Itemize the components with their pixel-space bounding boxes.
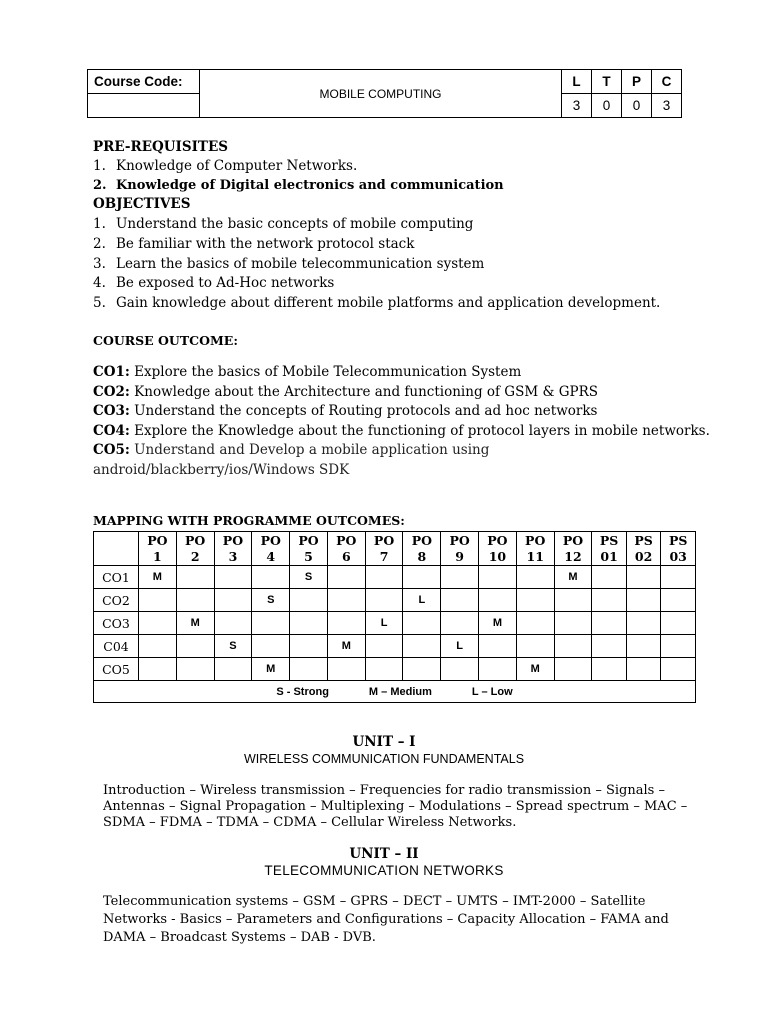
mapping-cell: M [176, 612, 214, 635]
unit2-body [103, 893, 693, 947]
course-outcome-heading: COURSE OUTCOME: [93, 333, 238, 348]
prereq-item: 2. Knowledge of Digital electronics and communication [93, 178, 504, 193]
mapping-cell [365, 658, 403, 681]
mapping-header-cell: PO 1 [139, 532, 177, 566]
ltpc-value-l: 3 [562, 94, 592, 118]
mapping-cell [592, 566, 626, 589]
mapping-header-cell: PS 03 [661, 532, 696, 566]
course-outcome-item: CO4: Explore the Knowledge about the functioning of protocol layers in mobile networks. [93, 423, 710, 439]
unit2-title: UNIT – II [349, 846, 419, 862]
ltpc-value-p: 0 [622, 94, 652, 118]
mapping-cell [661, 612, 696, 635]
mapping-cell [516, 612, 554, 635]
mapping-cell [365, 635, 403, 658]
mapping-cell [626, 566, 660, 589]
mapping-row-label: CO3 [94, 612, 139, 635]
unit1-title: UNIT – I [352, 734, 416, 750]
mapping-cell [441, 658, 479, 681]
mapping-heading: MAPPING WITH PROGRAMME OUTCOMES: [93, 513, 405, 528]
mapping-legend-row [94, 681, 696, 703]
mapping-row-label: CO5 [94, 658, 139, 681]
mapping-cell [592, 635, 626, 658]
legend-item: M – Medium [368, 685, 432, 698]
mapping-cell [626, 589, 660, 612]
mapping-cell [516, 566, 554, 589]
mapping-cell: M [252, 658, 290, 681]
course-title: MOBILE COMPUTING [200, 70, 562, 118]
course-outcome-continuation: android/blackberry/ios/Windows SDK [93, 462, 350, 478]
mapping-cell [554, 589, 592, 612]
mapping-header-cell: PO 10 [479, 532, 517, 566]
ltpc-label-t: T [592, 70, 622, 94]
prereq-item: 1. Knowledge of Computer Networks. [93, 158, 358, 174]
course-outcome-item: CO5: Understand and Develop a mobile application using [93, 442, 490, 458]
mapping-cell [403, 658, 441, 681]
legend-item: L – Low [471, 685, 513, 698]
mapping-row [94, 635, 696, 658]
mapping-cell [403, 612, 441, 635]
mapping-cell [252, 566, 290, 589]
mapping-cell [516, 635, 554, 658]
mapping-header-row [94, 532, 696, 566]
mapping-legend [94, 681, 696, 703]
course-outcome-item: CO2: Knowledge about the Architecture and functioning of GSM & GPRS [93, 384, 599, 400]
mapping-cell [441, 612, 479, 635]
ltpc-value-t: 0 [592, 94, 622, 118]
mapping-cell [139, 589, 177, 612]
ltpc-label-c: C [652, 70, 682, 94]
mapping-row [94, 612, 696, 635]
mapping-header-cell: PO 8 [403, 532, 441, 566]
mapping-cell: S [290, 566, 328, 589]
mapping-cell [626, 612, 660, 635]
mapping-header-cell: PO 3 [214, 532, 252, 566]
mapping-cell [441, 566, 479, 589]
mapping-cell [214, 658, 252, 681]
mapping-cell [327, 612, 365, 635]
mapping-row [94, 658, 696, 681]
mapping-cell [327, 658, 365, 681]
mapping-cell [661, 658, 696, 681]
unit2-line: Networks - Basics – Parameters and Configurations – Capacity Allocation – FAMA and [103, 912, 669, 927]
mapping-cell [365, 589, 403, 612]
mapping-cell [554, 612, 592, 635]
mapping-cell [327, 566, 365, 589]
mapping-header-cell: PS 02 [626, 532, 660, 566]
course-outcome-item: CO3: Understand the concepts of Routing protocols and ad hoc networks [93, 403, 598, 419]
mapping-cell: L [365, 612, 403, 635]
mapping-cell [441, 589, 479, 612]
ltpc-value-c: 3 [652, 94, 682, 118]
mapping-cell [592, 589, 626, 612]
mapping-header-cell: PO 12 [554, 532, 592, 566]
mapping-cell [290, 589, 328, 612]
mapping-cell [214, 589, 252, 612]
legend-item: S - Strong [276, 685, 329, 698]
mapping-cell [661, 589, 696, 612]
unit1-line: Introduction – Wireless transmission – Frequencies for radio transmission – Signals – [103, 783, 665, 798]
mapping-cell [592, 612, 626, 635]
mapping-cell: M [327, 635, 365, 658]
ltpc-label-l: L [562, 70, 592, 94]
course-code-label: Course Code: [88, 70, 200, 94]
mapping-cell [626, 658, 660, 681]
mapping-cell [403, 635, 441, 658]
mapping-cell [290, 612, 328, 635]
ltpc-label-p: P [622, 70, 652, 94]
mapping-cell [176, 635, 214, 658]
objective-item: 2. Be familiar with the network protocol stack [93, 236, 415, 252]
unit2-subtitle: TELECOMMUNICATION NETWORKS [264, 863, 504, 878]
mapping-corner-cell [94, 532, 139, 566]
mapping-cell [554, 635, 592, 658]
mapping-cell: S [214, 635, 252, 658]
unit2-line: Telecommunication systems – GSM – GPRS – DECT – UMTS – IMT-2000 – Satellite [103, 894, 646, 909]
mapping-cell [252, 612, 290, 635]
mapping-cell: M [516, 658, 554, 681]
mapping-cell [176, 658, 214, 681]
mapping-cell [327, 589, 365, 612]
mapping-header-cell: PO 5 [290, 532, 328, 566]
course-code-value [88, 94, 200, 118]
mapping-cell [479, 566, 517, 589]
mapping-cell [661, 566, 696, 589]
mapping-cell [252, 635, 290, 658]
mapping-cell [479, 658, 517, 681]
mapping-cell: M [479, 612, 517, 635]
mapping-cell: M [139, 566, 177, 589]
mapping-table [93, 531, 696, 703]
unit1-line: Antennas – Signal Propagation – Multiplexing – Modulations – Spread spectrum – MAC – [103, 799, 688, 814]
objectives-heading: OBJECTIVES [93, 196, 191, 212]
mapping-header-cell: PO 4 [252, 532, 290, 566]
mapping-header-cell: PO 2 [176, 532, 214, 566]
objective-item: 5. Gain knowledge about different mobile platforms and application development. [93, 295, 661, 311]
unit1-subtitle: WIRELESS COMMUNICATION FUNDAMENTALS [243, 752, 525, 766]
mapping-cell [139, 658, 177, 681]
mapping-cell [176, 566, 214, 589]
mapping-cell [176, 589, 214, 612]
mapping-row-label: CO1 [94, 566, 139, 589]
mapping-cell: M [554, 566, 592, 589]
unit1-line: SDMA – FDMA – TDMA – CDMA – Cellular Wireless Networks. [103, 815, 517, 830]
mapping-cell: S [252, 589, 290, 612]
mapping-row-label: CO2 [94, 589, 139, 612]
mapping-cell [626, 635, 660, 658]
course-outcome-item: CO1: Explore the basics of Mobile Telecommunication System [93, 364, 522, 380]
mapping-row [94, 566, 696, 589]
mapping-cell [592, 658, 626, 681]
objective-item: 3. Learn the basics of mobile telecommunication system [93, 256, 485, 272]
mapping-header-cell: PO 11 [516, 532, 554, 566]
mapping-cell [403, 566, 441, 589]
objective-item: 4. Be exposed to Ad-Hoc networks [93, 275, 335, 291]
mapping-cell [661, 635, 696, 658]
mapping-cell [554, 658, 592, 681]
prereq-heading: PRE-REQUISITES [93, 139, 229, 155]
mapping-cell [290, 635, 328, 658]
mapping-row-label: C04 [94, 635, 139, 658]
mapping-cell [516, 589, 554, 612]
mapping-header-cell: PS 01 [592, 532, 626, 566]
mapping-cell [290, 658, 328, 681]
objective-item: 1. Understand the basic concepts of mobile computing [93, 216, 474, 232]
mapping-header-cell: PO 7 [365, 532, 403, 566]
mapping-header-cell: PO 6 [327, 532, 365, 566]
mapping-cell [214, 566, 252, 589]
mapping-cell [139, 635, 177, 658]
mapping-cell: L [403, 589, 441, 612]
mapping-cell [479, 635, 517, 658]
unit1-body [103, 783, 693, 831]
mapping-cell [214, 612, 252, 635]
course-header-table [87, 69, 682, 118]
mapping-row [94, 589, 696, 612]
mapping-cell: L [441, 635, 479, 658]
mapping-cell [479, 589, 517, 612]
mapping-header-cell: PO 9 [441, 532, 479, 566]
mapping-cell [139, 612, 177, 635]
unit2-line: DAMA – Broadcast Systems – DAB - DVB. [103, 930, 376, 945]
mapping-cell [365, 566, 403, 589]
